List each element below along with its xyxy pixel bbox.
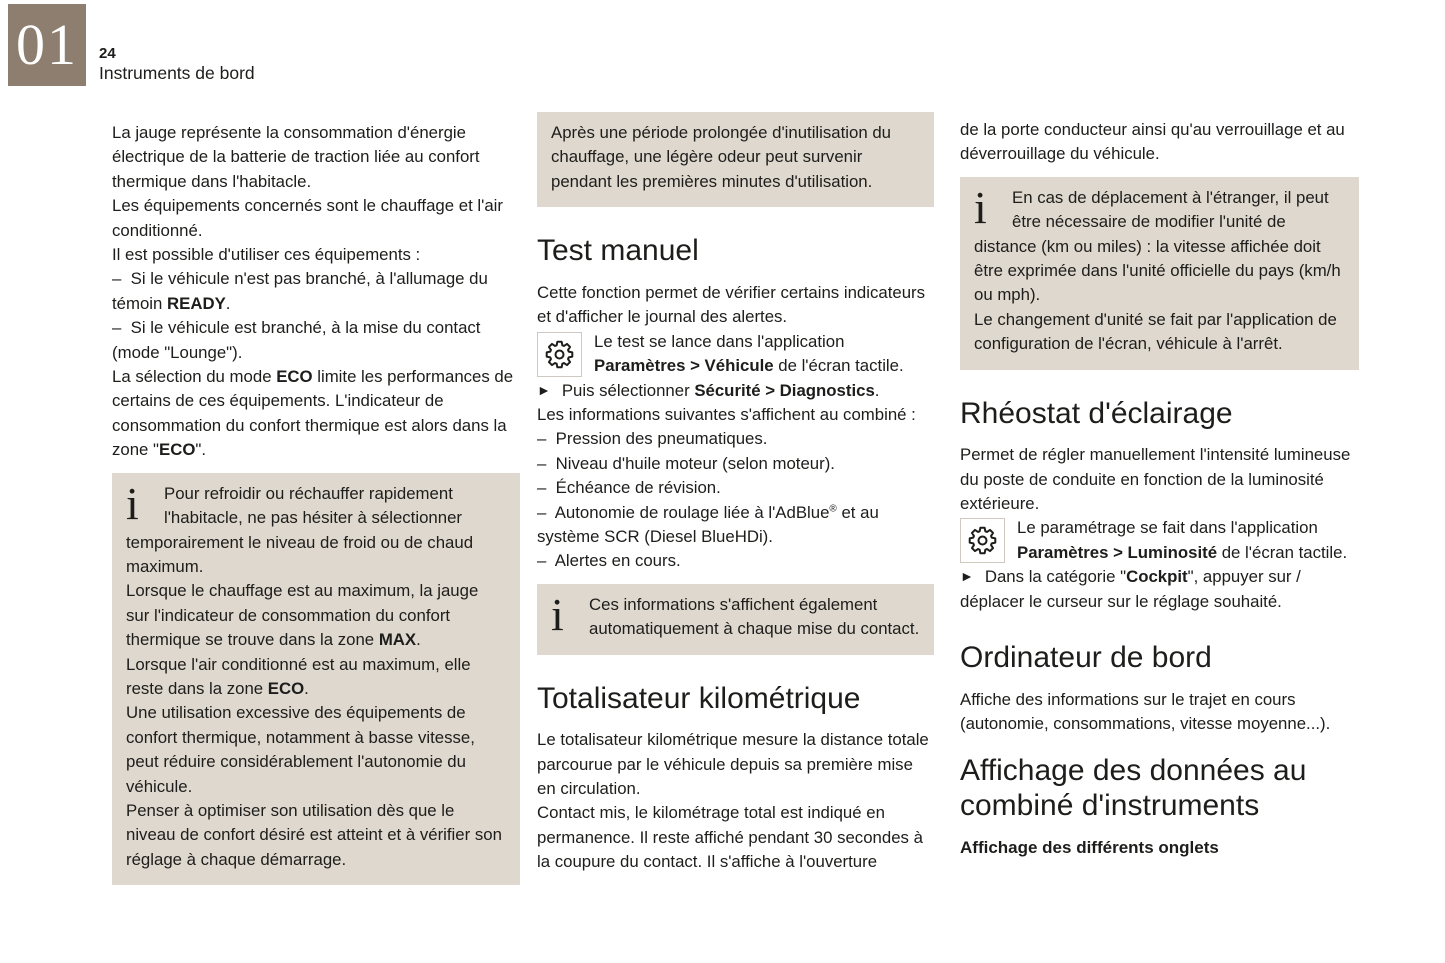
info-paragraph bbox=[126, 477, 506, 580]
info-paragraph: Lorsque le chauffage est au maximum, la jauge sur l'indicateur de consommation du confort thermique se trouve dans la zone MAX. bbox=[126, 581, 479, 650]
heading-totalisateur: Totalisateur kilométrique bbox=[537, 681, 861, 715]
info-text: En cas de déplacement à l'étranger, il peut être nécessaire de modifier l'unité de distance (km ou miles) : la vitesse affichée doit être exprimée dans l'unité officielle du pays (km/h ou mph). bbox=[974, 187, 1341, 305]
paragraph: Contact mis, le kilométrage total est indiqué en permanence. Il reste affiché pendant 30 secondes à la coupure du contact. Il s'affiche à l'ouverture bbox=[537, 803, 923, 872]
subheading-onglets: Affichage des différents onglets bbox=[960, 837, 1219, 857]
info-box-auto-display bbox=[537, 584, 934, 655]
info-box-units bbox=[960, 177, 1359, 370]
heading-ordinateur: Ordinateur de bord bbox=[960, 641, 1212, 675]
note-text: Après une période prolongée d'inutilisation du chauffage, une légère odeur peut survenir pendant les premières minutes d'utilisation. bbox=[551, 123, 892, 191]
note-box-heater-odor bbox=[537, 112, 934, 207]
paragraph: Il est possible d'utiliser ces équipements : bbox=[112, 245, 421, 265]
paragraph: Permet de régler manuellement l'intensité lumineuse du poste de conduite en fonction de la luminosité extérieure. bbox=[960, 445, 1351, 513]
paragraph: Les informations suivantes s'affichent au combiné : bbox=[537, 404, 916, 424]
page-header bbox=[99, 45, 255, 85]
list-item: – Si le véhicule est branché, à la mise du contact (mode "Lounge"). bbox=[112, 318, 481, 362]
paragraph: de la porte conducteur ainsi qu'au verrouillage et au déverrouillage du véhicule. bbox=[960, 120, 1345, 164]
list-item: – Pression des pneumatiques. bbox=[537, 429, 768, 449]
info-icon: i bbox=[126, 477, 139, 529]
info-text: Ces informations s'affichent également automatiquement à chaque mise du contact. bbox=[589, 594, 920, 639]
info-paragraph: Le changement d'unité se fait par l'application de configuration de l'écran, véhicule à l'arrêt. bbox=[974, 309, 1337, 354]
action-text: Puis sélectionner Sécurité > Diagnostics. bbox=[561, 380, 880, 400]
paragraph: La jauge représente la consommation d'énergie électrique de la batterie de traction liée au confort thermique dans l'habitacle. bbox=[112, 123, 480, 191]
page-number: 24 bbox=[99, 45, 116, 62]
paragraph: Les équipements concernés sont le chauffage et l'air conditionné. bbox=[112, 196, 503, 240]
info-icon: i bbox=[974, 181, 987, 233]
list-item: – Autonomie de roulage liée à l'AdBlue® et au système SCR (Diesel BlueHDi). bbox=[537, 502, 879, 546]
paragraph: La sélection du mode ECO limite les performances de certains de ces équipements. L'indicateur de consommation du confort thermique est alors dans la zone "ECO". bbox=[112, 367, 514, 460]
action-step bbox=[960, 565, 1359, 614]
arrow-icon: ► bbox=[960, 568, 974, 585]
info-paragraph bbox=[551, 588, 920, 642]
column-middle bbox=[537, 112, 934, 875]
chapter-badge: 01 bbox=[8, 4, 86, 86]
section-title: Instruments de bord bbox=[99, 63, 255, 83]
list-item: – Niveau d'huile moteur (selon moteur). bbox=[537, 453, 835, 473]
list-item: – Alertes en cours. bbox=[537, 551, 681, 571]
info-paragraph: Une utilisation excessive des équipements de confort thermique, notamment à basse vitesse, peut réduire considérablement l'autonomie du véhicule. bbox=[126, 703, 475, 796]
instruction-text: Le test se lance dans l'application Paramètres > Véhicule de l'écran tactile. bbox=[594, 331, 904, 375]
list-item: – Échéance de révision. bbox=[537, 478, 721, 498]
paragraph: Le totalisateur kilométrique mesure la distance totale parcourue par le véhicule depuis sa première mise en circulation. bbox=[537, 730, 929, 798]
heading-rheostat: Rhéostat d'éclairage bbox=[960, 396, 1233, 430]
info-paragraph: Lorsque l'air conditionné est au maximum, elle reste dans la zone ECO. bbox=[126, 654, 471, 698]
info-paragraph: Penser à optimiser son utilisation dès que le niveau de confort désiré est atteint et à vérifier son réglage à chaque démarrage. bbox=[126, 800, 502, 869]
paragraph: Cette fonction permet de vérifier certains indicateurs et d'afficher le journal des alertes. bbox=[537, 282, 926, 327]
info-icon: i bbox=[551, 588, 564, 640]
settings-gear-icon bbox=[960, 518, 1005, 563]
heading-affichage-donnees: Affichage des données au combiné d'instruments bbox=[960, 753, 1307, 822]
column-right bbox=[960, 118, 1359, 860]
paragraph: Affiche des informations sur le trajet en cours (autonomie, consommations, vitesse moyenne...). bbox=[960, 689, 1331, 734]
info-paragraph bbox=[974, 181, 1345, 308]
list-item: – Si le véhicule n'est pas branché, à l'allumage du témoin READY. bbox=[112, 269, 488, 313]
info-box-thermal-comfort bbox=[112, 473, 520, 886]
info-text: Pour refroidir ou réchauffer rapidement l'habitacle, ne pas hésiter à sélectionner temporairement le niveau de froid ou de chaud maximum. bbox=[126, 483, 474, 576]
instruction-text: Le paramétrage se fait dans l'application Paramètres > Luminosité de l'écran tactile. bbox=[1017, 518, 1348, 562]
column-left bbox=[112, 121, 520, 885]
action-step bbox=[537, 379, 934, 403]
settings-gear-icon bbox=[537, 332, 582, 377]
settings-instruction bbox=[537, 330, 934, 379]
action-text: Dans la catégorie "Cockpit", appuyer sur / déplacer le curseur sur le réglage souhaité. bbox=[960, 567, 1301, 611]
arrow-icon: ► bbox=[537, 381, 551, 398]
settings-instruction bbox=[960, 516, 1359, 565]
heading-test-manuel: Test manuel bbox=[537, 234, 699, 268]
